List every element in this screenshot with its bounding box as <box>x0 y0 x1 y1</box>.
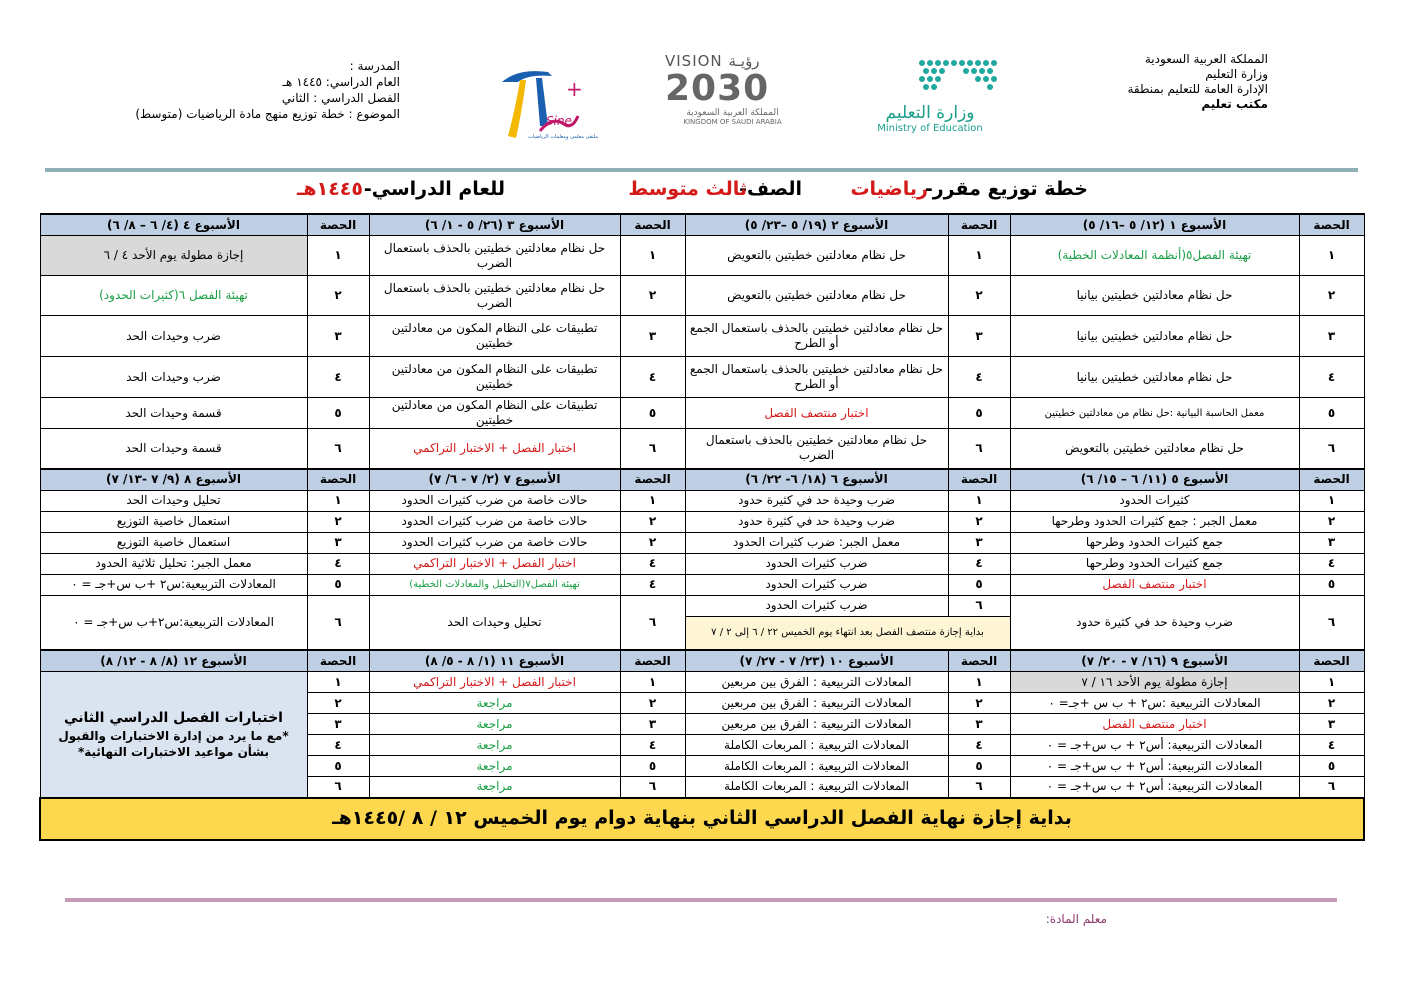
lesson-cell: تهيئة الفصل ٦(كثيرات الحدود) <box>40 276 307 316</box>
week-header-row <box>40 214 1364 236</box>
table-row <box>40 276 1364 316</box>
table-row <box>40 672 1364 693</box>
week-header: الأسبوع ٧ (٢/ ٧ - ٦/ ٧) <box>369 469 620 491</box>
period-number: ٦ <box>1299 595 1364 650</box>
final-exams-note: *مع ما يرد من إدارة الاختبارات والقبول بشأن مواعيد الاختبارات النهائية* <box>58 729 289 760</box>
moe-english-name: Ministry of Education <box>877 123 983 134</box>
title-year: ١٤٤٥هـ <box>296 178 363 200</box>
period-number: ٤ <box>307 735 369 756</box>
subject-field: الموضوع : خطة توزيع منهج مادة الرياضيات (متوسط) <box>135 107 400 121</box>
lesson-cell: المعادلات التربيعية : الفرق بين مربعين <box>685 714 948 735</box>
period-number: ٦ <box>1299 777 1364 798</box>
lesson-cell: حل نظام معادلتين خطيتين بالتعويض <box>1010 429 1299 469</box>
table-row <box>40 595 1364 616</box>
period-number: ٣ <box>620 714 685 735</box>
review-cell: مراجعة <box>369 777 620 798</box>
lesson-cell: ضرب وحيدة حد في كثيرة حدود <box>1010 595 1299 650</box>
lesson-cell: حل نظام معادلتين خطيتين بيانيا <box>1010 316 1299 357</box>
lesson-cell: المعادلات التربيعية :س٢ + ب س +جـ= ٠ <box>1010 693 1299 714</box>
vision-2030-logo <box>665 52 800 132</box>
school-info <box>100 58 400 122</box>
period-number: ٣ <box>1299 316 1364 357</box>
period-number: ٤ <box>620 553 685 574</box>
period-number: ٢ <box>620 276 685 316</box>
lesson-cell: معمل الجبر: ضرب كثيرات الحدود <box>685 532 948 553</box>
week-header: الأسبوع ١ (١٢/ ٥ –١٦/ ٥) <box>1010 214 1299 236</box>
period-number: ٤ <box>1299 735 1364 756</box>
holiday-cell: إجازة مطولة يوم الأحد ٤ / ٦ <box>40 236 307 276</box>
holiday-cell: إجازة مطولة يوم الأحد ١٦ / ٧ <box>1010 672 1299 693</box>
lesson-cell: المعادلات التربيعية: أس٢ + ب س+جـ = ٠ <box>1010 777 1299 798</box>
title-part2: الصف- <box>739 178 802 200</box>
period-number: ٤ <box>620 735 685 756</box>
period-number: ٣ <box>1299 714 1364 735</box>
office-line: مكتب تعليم <box>1201 97 1268 111</box>
exam-cell: اختبار الفصل + الاختبار التراكمي <box>369 429 620 469</box>
vision-sub-arabic: المملكة العربية السعودية <box>686 108 779 118</box>
period-number: ٦ <box>1299 429 1364 469</box>
lesson-cell: حل نظام معادلتين خطيتين بالحذف باستعمال الضرب <box>685 429 948 469</box>
period-number: ٥ <box>948 574 1010 595</box>
lesson-cell: حالات خاصة من ضرب كثيرات الحدود <box>369 490 620 511</box>
review-cell: مراجعة <box>369 693 620 714</box>
week-header: الأسبوع ١١ (١/ ٨ - ٥/ ٨) <box>369 650 620 672</box>
period-number: ٥ <box>948 756 1010 777</box>
period-number: ٤ <box>1299 357 1364 398</box>
period-number: ٣ <box>1299 532 1364 553</box>
period-number: ٤ <box>620 574 685 595</box>
vision-arabic: رؤيـة <box>728 52 760 70</box>
lesson-cell: المعادلات التربيعية : الفرق بين مربعين <box>685 672 948 693</box>
period-number: ١ <box>620 672 685 693</box>
lesson-cell: تطبيقات على النظام المكون من معادلتين خطيتين <box>369 357 620 398</box>
period-number: ١ <box>620 236 685 276</box>
lesson-cell: تطبيقات على النظام المكون من معادلتين خطيتين <box>369 316 620 357</box>
final-exams-cell <box>40 672 307 798</box>
period-number: ٥ <box>1299 756 1364 777</box>
lesson-cell: ضرب وحيدات الحد <box>40 357 307 398</box>
period-number: ٤ <box>620 357 685 398</box>
period-number: ٢ <box>307 276 369 316</box>
period-number: ٦ <box>307 429 369 469</box>
period-number: ٢ <box>307 511 369 532</box>
period-number: ٤ <box>307 553 369 574</box>
lesson-cell: المعادلات التربيعية : المربعات الكاملة <box>685 756 948 777</box>
week-header: الأسبوع ١٢ (٨/ ٨ - ١٢/ ٨) <box>40 650 307 672</box>
lesson-cell: تطبيقات على النظام المكون من معادلتين خطيتين <box>369 398 620 429</box>
lesson-cell: تحليل وحيدات الحد <box>369 595 620 650</box>
exam-cell: اختبار الفصل + الاختبار التراكمي <box>369 553 620 574</box>
sine-text: Sine <box>546 114 572 128</box>
period-number: ١ <box>1299 236 1364 276</box>
period-number: ٦ <box>948 595 1010 616</box>
lesson-cell: حل نظام معادلتين خطيتين بالحذف باستعمال الجمع أو الطرح <box>685 316 948 357</box>
period-number: ٦ <box>620 429 685 469</box>
end-of-semester-banner: بداية إجازة نهاية الفصل الدراسي الثاني بنهاية دوام يوم الخميس ١٢ / ٨ /١٤٤٥هـ <box>40 798 1364 840</box>
svg-text:+: + <box>566 77 583 101</box>
period-number: ٣ <box>620 316 685 357</box>
table-row <box>40 553 1364 574</box>
period-number: ٣ <box>307 532 369 553</box>
lesson-cell: حالات خاصة من ضرب كثيرات الحدود <box>369 511 620 532</box>
table-row <box>40 316 1364 357</box>
footer-banner-row <box>40 798 1364 840</box>
period-number: ٤ <box>948 553 1010 574</box>
period-number: ٢ <box>620 693 685 714</box>
plan-table <box>39 213 1365 841</box>
period-number: ١ <box>948 236 1010 276</box>
week-header: الأسبوع ١٠ (٢٣/ ٧ - ٢٧/ ٧) <box>685 650 948 672</box>
title-grade: ثالث متوسط <box>628 178 747 200</box>
period-header: الحصة <box>948 214 1010 236</box>
period-number: ٦ <box>307 777 369 798</box>
lesson-cell: قسمة وحيدات الحد <box>40 429 307 469</box>
lesson-cell: معمل الجبر : جمع كثيرات الحدود وطرحها <box>1010 511 1299 532</box>
period-number: ٤ <box>1299 553 1364 574</box>
midterm-break-note: بداية إجازة منتصف الفصل بعد انتهاء يوم الخميس ٢٢ / ٦ إلى ٢ / ٧ <box>685 616 1010 650</box>
lesson-cell: المعادلات التربيعية: أس٢ + ب س+جـ = ٠ <box>1010 735 1299 756</box>
exam-cell: اختبار منتصف الفصل <box>1010 574 1299 595</box>
period-number: ٢ <box>948 511 1010 532</box>
period-number: ٥ <box>1299 398 1364 429</box>
period-number: ٣ <box>307 316 369 357</box>
title-part3: للعام الدراسي- <box>363 178 505 200</box>
lesson-cell: تهيئة الفصل٧(التحليل والمعادلات الخطية) <box>369 574 620 595</box>
lesson-cell: حل نظام معادلتين خطيتين بالحذف باستعمال الجمع أو الطرح <box>685 357 948 398</box>
period-number: ٥ <box>620 756 685 777</box>
review-cell: مراجعة <box>369 714 620 735</box>
period-number: ٣ <box>307 714 369 735</box>
period-number: ٢ <box>948 276 1010 316</box>
period-number: ٣ <box>948 316 1010 357</box>
kingdom-line: المملكة العربية السعودية <box>1144 52 1268 66</box>
period-number: ٢ <box>620 511 685 532</box>
table-row <box>40 532 1364 553</box>
lesson-cell: كثيرات الحدود <box>1010 490 1299 511</box>
period-number: ٥ <box>948 398 1010 429</box>
period-number: ٣ <box>948 714 1010 735</box>
week-header: الأسبوع ٢ (١٩/ ٥ –٢٣/ ٥) <box>685 214 948 236</box>
week-header-row <box>40 650 1364 672</box>
period-header: الحصة <box>948 469 1010 491</box>
period-number: ٤ <box>948 735 1010 756</box>
moe-arabic-name: وزارة التعليم <box>885 103 975 123</box>
period-header: الحصة <box>307 214 369 236</box>
period-number: ٢ <box>620 532 685 553</box>
lesson-cell: استعمال خاصية التوزيع <box>40 511 307 532</box>
period-number: ٥ <box>307 574 369 595</box>
vision-year: 2030 <box>665 68 770 109</box>
review-cell: مراجعة <box>369 756 620 777</box>
lesson-cell: حالات خاصة من ضرب كثيرات الحدود <box>369 532 620 553</box>
lesson-cell: حل نظام معادلتين خطيتين بالحذف باستعمال الضرب <box>369 236 620 276</box>
week-header: الأسبوع ٤ (٤/ ٦ – ٨/ ٦) <box>40 214 307 236</box>
lesson-cell: قسمة وحيدات الحد <box>40 398 307 429</box>
period-header: الحصة <box>1299 469 1364 491</box>
period-header: الحصة <box>620 650 685 672</box>
period-number: ٢ <box>1299 693 1364 714</box>
period-number: ٢ <box>948 693 1010 714</box>
exam-cell: اختبار الفصل + الاختبار التراكمي <box>369 672 620 693</box>
period-number: ٤ <box>307 357 369 398</box>
week-header: الأسبوع ٥ (١١/ ٦ – ١٥/ ٦) <box>1010 469 1299 491</box>
moe-dots-icon <box>860 55 1000 95</box>
lesson-cell: المعادلات التربيعية: أس٢ + ب س+جـ = ٠ <box>1010 756 1299 777</box>
lesson-cell: ضرب وحيدة حد في كثيرة حدود <box>685 490 948 511</box>
teacher-label: معلم المادة: <box>1045 912 1107 926</box>
period-number: ٢ <box>1299 276 1364 316</box>
lesson-cell: تهيئة الفصل٥(أنظمة المعادلات الخطية) <box>1010 236 1299 276</box>
top-divider <box>45 168 1358 172</box>
table-row <box>40 490 1364 511</box>
period-number: ٦ <box>620 777 685 798</box>
table-row <box>40 574 1364 595</box>
lesson-cell: حل نظام معادلتين خطيتين بالحذف باستعمال الضرب <box>369 276 620 316</box>
lesson-cell: المعادلات التربيعية:س٢ +ب س+جـ = ٠ <box>40 574 307 595</box>
period-number: ٥ <box>307 756 369 777</box>
table-row <box>40 398 1364 429</box>
exam-cell: اختبار منتصف الفصل <box>685 398 948 429</box>
period-header: الحصة <box>1299 650 1364 672</box>
title-part1: خطة توزيع مقرر- <box>924 178 1088 200</box>
week-header-row <box>40 469 1364 491</box>
year-field: العام الدراسي: ١٤٤٥ هـ <box>282 75 400 89</box>
period-number: ١ <box>948 672 1010 693</box>
period-number: ٦ <box>948 777 1010 798</box>
period-number: ٥ <box>1299 574 1364 595</box>
table-row <box>40 236 1364 276</box>
title-subject: رياضيات <box>850 178 928 200</box>
sine-subtitle: ملتقى معلمي ومعلمات الرياضيات <box>528 134 598 140</box>
period-number: ٣ <box>948 532 1010 553</box>
lesson-cell: المعادلات التربيعية : المربعات الكاملة <box>685 777 948 798</box>
period-header: الحصة <box>1299 214 1364 236</box>
period-header: الحصة <box>307 469 369 491</box>
period-number: ١ <box>307 672 369 693</box>
lesson-cell: المعادلات التربيعية : الفرق بين مربعين <box>685 693 948 714</box>
period-number: ١ <box>948 490 1010 511</box>
period-header: الحصة <box>948 650 1010 672</box>
lesson-cell: معمل الحاسبة البيانية :حل نظام من معادلتين خطيتين <box>1010 398 1299 429</box>
bottom-divider <box>65 898 1337 902</box>
period-header: الحصة <box>620 214 685 236</box>
period-number: ٥ <box>620 398 685 429</box>
vision-sub-english: KINGDOM OF SAUDI ARABIA <box>683 118 782 126</box>
lesson-cell: حل نظام معادلتين خطيتين بيانيا <box>1010 357 1299 398</box>
lesson-cell: تحليل وحيدات الحد <box>40 490 307 511</box>
period-header: الحصة <box>307 650 369 672</box>
week-header: الأسبوع ٨ (٩/ ٧ -١٣/ ٧) <box>40 469 307 491</box>
school-field: المدرسة : <box>349 59 400 73</box>
period-number: ٤ <box>948 357 1010 398</box>
lesson-cell: استعمال خاصية التوزيع <box>40 532 307 553</box>
period-number: ١ <box>307 490 369 511</box>
ministry-logo <box>860 55 1000 140</box>
lesson-cell: حل نظام معادلتين خطيتين بالتعويض <box>685 276 948 316</box>
ministry-header <box>1008 52 1268 112</box>
period-number: ٦ <box>948 429 1010 469</box>
week-header: الأسبوع ٣ (٢٦/ ٥ - ١/ ٦) <box>369 214 620 236</box>
sine-logo <box>488 56 598 151</box>
period-number: ١ <box>620 490 685 511</box>
period-number: ٥ <box>307 398 369 429</box>
lesson-cell: المعادلات التربيعية : المربعات الكاملة <box>685 735 948 756</box>
period-header: الحصة <box>620 469 685 491</box>
directorate-line: الإدارة العامة للتعليم بمنطقة <box>1127 82 1268 96</box>
period-number: ١ <box>1299 490 1364 511</box>
review-cell: مراجعة <box>369 735 620 756</box>
lesson-cell: حل نظام معادلتين خطيتين بالتعويض <box>685 236 948 276</box>
period-number: ١ <box>307 236 369 276</box>
lesson-cell: ضرب وحيدة حد في كثيرة حدود <box>685 511 948 532</box>
lesson-cell: ضرب كثيرات الحدود <box>685 595 948 616</box>
vision-word: VISION <box>665 52 723 70</box>
period-number: ١ <box>1299 672 1364 693</box>
period-number: ٢ <box>307 693 369 714</box>
week-header: الأسبوع ٩ (١٦/ ٧ - ٢٠/ ٧) <box>1010 650 1299 672</box>
exam-cell: اختبار منتصف الفصل <box>1010 714 1299 735</box>
final-exams-title: اختبارات الفصل الدراسي الثاني <box>64 710 283 727</box>
table-row <box>40 357 1364 398</box>
lesson-cell: معمل الجبر: تحليل ثلاثية الحدود <box>40 553 307 574</box>
lesson-cell: المعادلات التربيعية:س٢+ب س+جـ = ٠ <box>40 595 307 650</box>
lesson-cell: ضرب كثيرات الحدود <box>685 553 948 574</box>
lesson-cell: جمع كثيرات الحدود وطرحها <box>1010 532 1299 553</box>
period-number: ٢ <box>1299 511 1364 532</box>
lesson-cell: حل نظام معادلتين خطيتين بيانيا <box>1010 276 1299 316</box>
lesson-cell: جمع كثيرات الحدود وطرحها <box>1010 553 1299 574</box>
table-row <box>40 511 1364 532</box>
period-number: ٦ <box>307 595 369 650</box>
semester-field: الفصل الدراسي : الثاني <box>281 91 400 105</box>
page-title <box>40 178 1360 208</box>
lesson-cell: ضرب وحيدات الحد <box>40 316 307 357</box>
week-header: الأسبوع ٦ (١٨/ ٦- ٢٢/ ٦) <box>685 469 948 491</box>
lesson-cell: ضرب كثيرات الحدود <box>685 574 948 595</box>
period-number: ٦ <box>620 595 685 650</box>
ministry-line: وزارة التعليم <box>1205 67 1268 81</box>
table-row <box>40 429 1364 469</box>
